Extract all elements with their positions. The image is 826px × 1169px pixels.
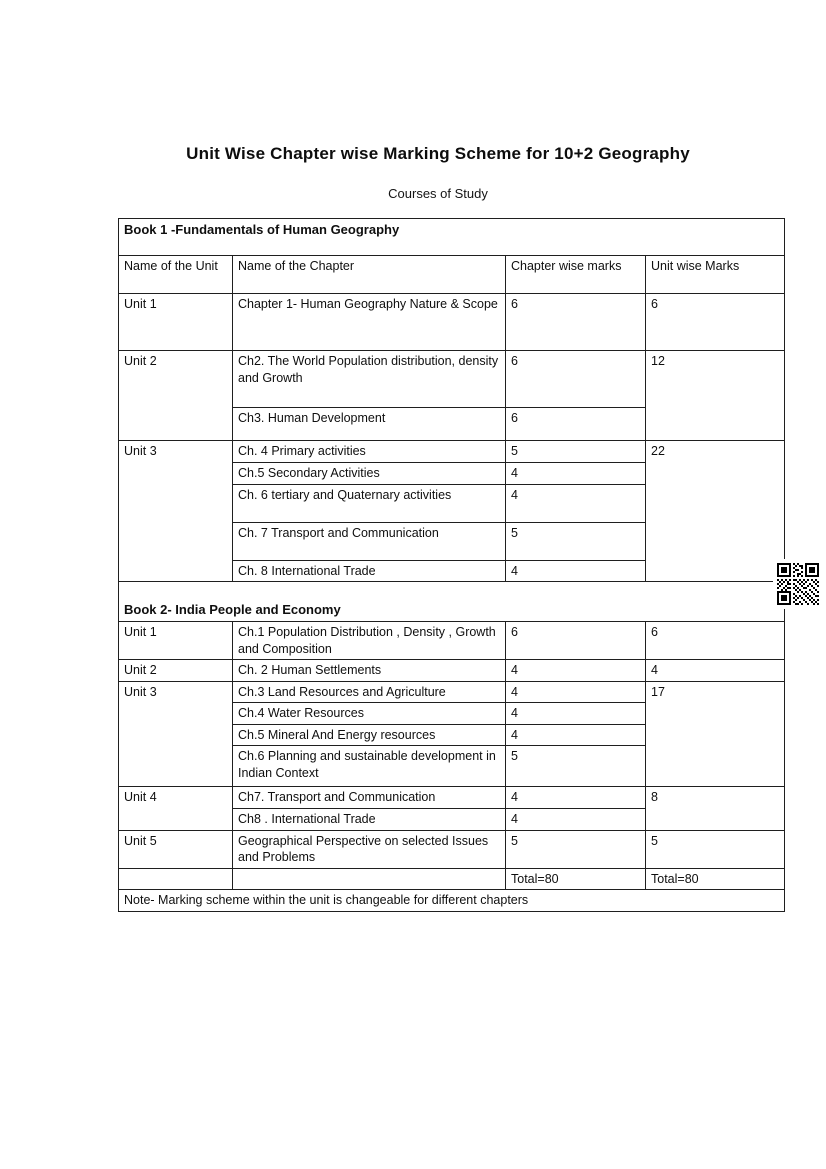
unit-marks-cell: 6 [646, 294, 785, 351]
total-chapter-marks-cell: Total=80 [506, 868, 646, 890]
chapter-cell: Ch. 8 International Trade [233, 560, 506, 582]
page-title: Unit Wise Chapter wise Marking Scheme for 10+2 Geography [186, 144, 690, 163]
column-header-chapter: Name of the Chapter [233, 256, 506, 294]
chapter-cell: Ch2. The World Population distribution, density and Growth [233, 351, 506, 408]
chapter-cell: Ch3. Human Development [233, 408, 506, 441]
chapter-cell: Ch7. Transport and Communication [233, 787, 506, 809]
chapter-cell: Chapter 1- Human Geography Nature & Scope [233, 294, 506, 351]
chapter-marks-cell: 4 [506, 463, 646, 485]
chapter-cell: Ch.5 Secondary Activities [233, 463, 506, 485]
chapter-cell: Ch8 . International Trade [233, 809, 506, 831]
chapter-marks-cell: 4 [506, 787, 646, 809]
chapter-cell: Ch. 7 Transport and Communication [233, 522, 506, 560]
chapter-marks-cell: 5 [506, 830, 646, 868]
empty-cell [233, 868, 506, 890]
chapter-cell: Ch. 4 Primary activities [233, 441, 506, 463]
note-cell: Note- Marking scheme within the unit is changeable for different chapters [119, 890, 785, 912]
qr-code [773, 559, 823, 609]
unit-marks-cell: 6 [646, 622, 785, 660]
chapter-cell: Ch. 6 tertiary and Quaternary activities [233, 484, 506, 522]
chapter-cell: Ch.5 Mineral And Energy resources [233, 724, 506, 746]
unit-marks-cell: 5 [646, 830, 785, 868]
chapter-marks-cell: 4 [506, 809, 646, 831]
marking-scheme-table [118, 218, 785, 912]
chapter-cell: Ch.4 Water Resources [233, 703, 506, 725]
total-unit-marks-cell: Total=80 [646, 868, 785, 890]
unit-marks-cell: 22 [646, 441, 785, 582]
empty-cell [119, 868, 233, 890]
chapter-cell: Ch.6 Planning and sustainable development in Indian Context [233, 746, 506, 787]
chapter-marks-cell: 5 [506, 746, 646, 787]
unit-cell: Unit 2 [119, 660, 233, 682]
chapter-marks-cell: 6 [506, 351, 646, 408]
unit-cell: Unit 3 [119, 681, 233, 787]
column-header-unit-marks: Unit wise Marks [646, 256, 785, 294]
chapter-marks-cell: 6 [506, 408, 646, 441]
chapter-marks-cell: 5 [506, 522, 646, 560]
page-subtitle: Courses of Study [388, 186, 488, 201]
book1-header-cell: Book 1 -Fundamentals of Human Geography [119, 219, 785, 256]
chapter-marks-cell: 5 [506, 441, 646, 463]
unit-cell: Unit 3 [119, 441, 233, 582]
heading-block [93, 144, 783, 201]
chapter-cell: Ch. 2 Human Settlements [233, 660, 506, 682]
chapter-marks-cell: 4 [506, 703, 646, 725]
column-header-chapter-marks: Chapter wise marks [506, 256, 646, 294]
unit-marks-cell: 17 [646, 681, 785, 787]
unit-cell: Unit 5 [119, 830, 233, 868]
chapter-marks-cell: 4 [506, 681, 646, 703]
chapter-marks-cell: 4 [506, 724, 646, 746]
chapter-marks-cell: 4 [506, 560, 646, 582]
unit-cell: Unit 4 [119, 787, 233, 831]
chapter-cell: Ch.3 Land Resources and Agriculture [233, 681, 506, 703]
book2-header-cell: Book 2- India People and Economy [119, 582, 785, 622]
unit-cell: Unit 1 [119, 622, 233, 660]
chapter-cell: Geographical Perspective on selected Issues and Problems [233, 830, 506, 868]
chapter-marks-cell: 4 [506, 484, 646, 522]
unit-cell: Unit 2 [119, 351, 233, 441]
chapter-marks-cell: 6 [506, 294, 646, 351]
chapter-marks-cell: 4 [506, 660, 646, 682]
column-header-unit: Name of the Unit [119, 256, 233, 294]
unit-marks-cell: 12 [646, 351, 785, 441]
unit-marks-cell: 8 [646, 787, 785, 831]
chapter-marks-cell: 6 [506, 622, 646, 660]
unit-marks-cell: 4 [646, 660, 785, 682]
chapter-cell: Ch.1 Population Distribution , Density , Growth and Composition [233, 622, 506, 660]
unit-cell: Unit 1 [119, 294, 233, 351]
